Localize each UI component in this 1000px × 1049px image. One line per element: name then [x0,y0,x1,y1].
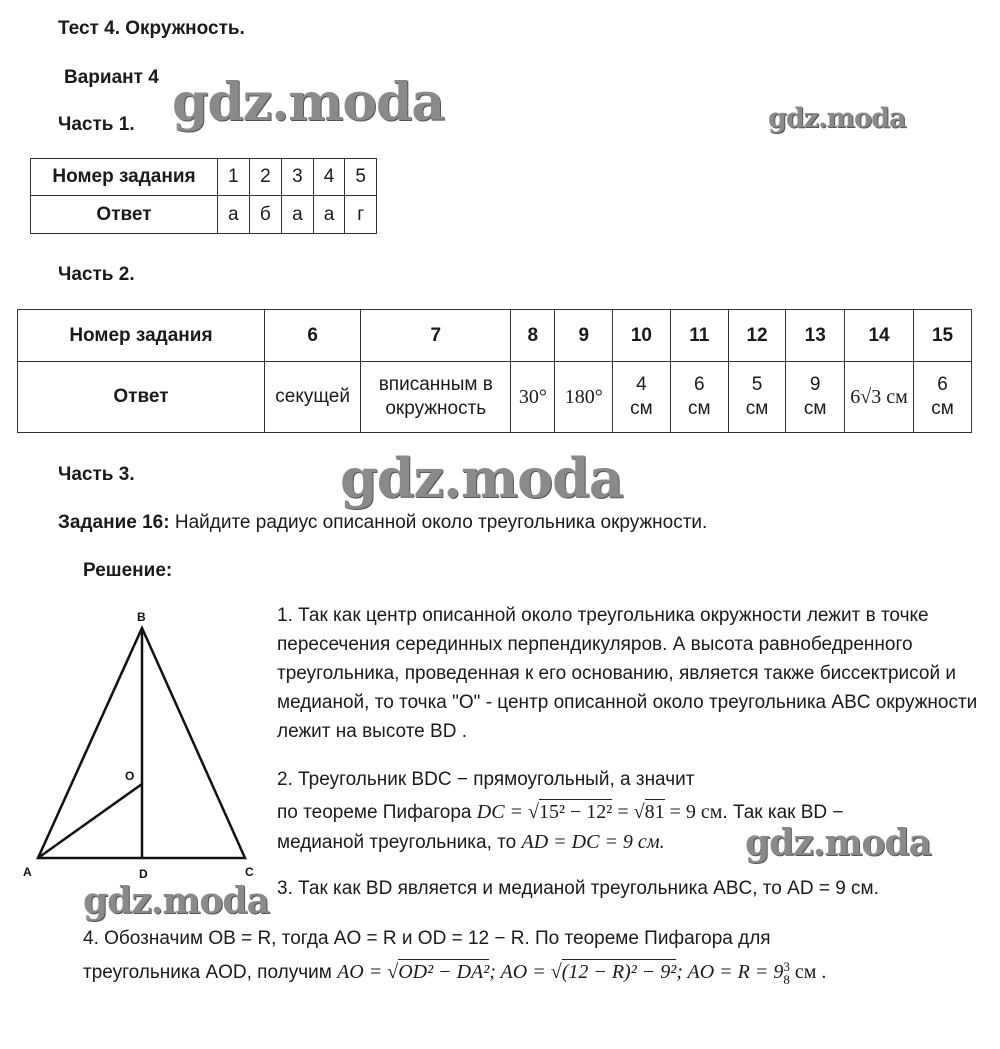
task-number: 15 [914,310,972,362]
watermark-logo: gdz.moda [83,880,269,922]
answer: 180° [555,362,613,433]
part2-table [17,309,972,433]
task-number: 5 [345,159,377,196]
answer: 5 см [728,362,786,433]
solution-label: Решение: [83,560,173,581]
task-number: 9 [555,310,613,362]
answer: 9 см [786,362,844,433]
part1-table [30,158,377,234]
task-number: 2 [249,159,281,196]
label-o: O [125,769,135,783]
row-header: Номер задания [18,310,265,362]
step-2-line2: по теореме Пифагора DC = √15² − 12² = √81 = 9 см. Так как BD − [277,801,844,823]
answer: 6 см [914,362,972,433]
variant-label: Вариант 4 [64,67,159,88]
task-number: 1 [218,159,250,196]
step-2-line1: 2. Треугольник BDC − прямоугольный, а значит [277,769,695,790]
label-b: B [137,610,146,624]
watermark-logo: gdz.moda [172,72,445,133]
task-number: 12 [728,310,786,362]
task-number: 14 [844,310,913,362]
task-number: 6 [264,310,360,362]
task-text: Найдите радиус описанной около треугольника окружности. [174,512,708,533]
label-d: D [139,867,148,881]
answer: 6√3 см [844,362,913,433]
answer: секущей [264,362,360,433]
answer-header: Ответ [18,362,265,433]
task-label: Задание 16: [58,512,170,533]
answer: г [345,196,377,234]
answer: вписанным в окружность [361,362,511,433]
part3-label: Часть 3. [58,464,135,485]
label-c: C [245,865,254,879]
step-2-line3: медианой треугольника, то AD = DC = 9 см. [277,831,665,853]
label-a: A [23,865,32,879]
answer: б [249,196,281,234]
answer: а [313,196,345,234]
part1-label: Часть 1. [58,114,135,135]
answer: а [218,196,250,234]
answer: 6 см [670,362,728,433]
answer: 30° [511,362,555,433]
watermark-logo: gdz.moda [340,446,623,510]
row-header: Номер задания [31,159,218,196]
task-number: 3 [282,159,314,196]
answer-header: Ответ [31,196,218,234]
watermark-logo: gdz.moda [745,822,931,864]
test-title: Тест 4. Окружность. [58,18,245,39]
task-number: 4 [313,159,345,196]
step-4-line1: 4. Обозначим OB = R, тогда AO = R и OD = 12 − R. По теореме Пифагора для [83,928,771,949]
answer: 4 см [613,362,671,433]
step-4-line2: треугольника AOD, получим AO = √OD² − DA²; AO = √(12 − R)² − 9²; AO = R = 9 3 8 см . [83,958,827,987]
watermark-logo: gdz.moda [768,103,906,134]
task-number: 11 [670,310,728,362]
task-number: 13 [786,310,844,362]
task-number: 10 [613,310,671,362]
task-number: 7 [361,310,511,362]
part2-label: Часть 2. [58,264,135,285]
step-3: 3. Так как BD является и медианой треугольника ABC, то AD = 9 см. [277,878,879,899]
task-number: 8 [511,310,555,362]
triangle-figure [0,600,280,890]
answer: а [282,196,314,234]
step-1: 1. Так как центр описанной около треугольника окружности лежит в точке пересечения серединных перпендикуляров. А высота равнобедренного треугольника, проведенная к его основанию, является также биссектрисой и медианой, то точка "O" - центр описанной около треугольника ABC окружности лежит на высоте BD . [277,605,978,742]
